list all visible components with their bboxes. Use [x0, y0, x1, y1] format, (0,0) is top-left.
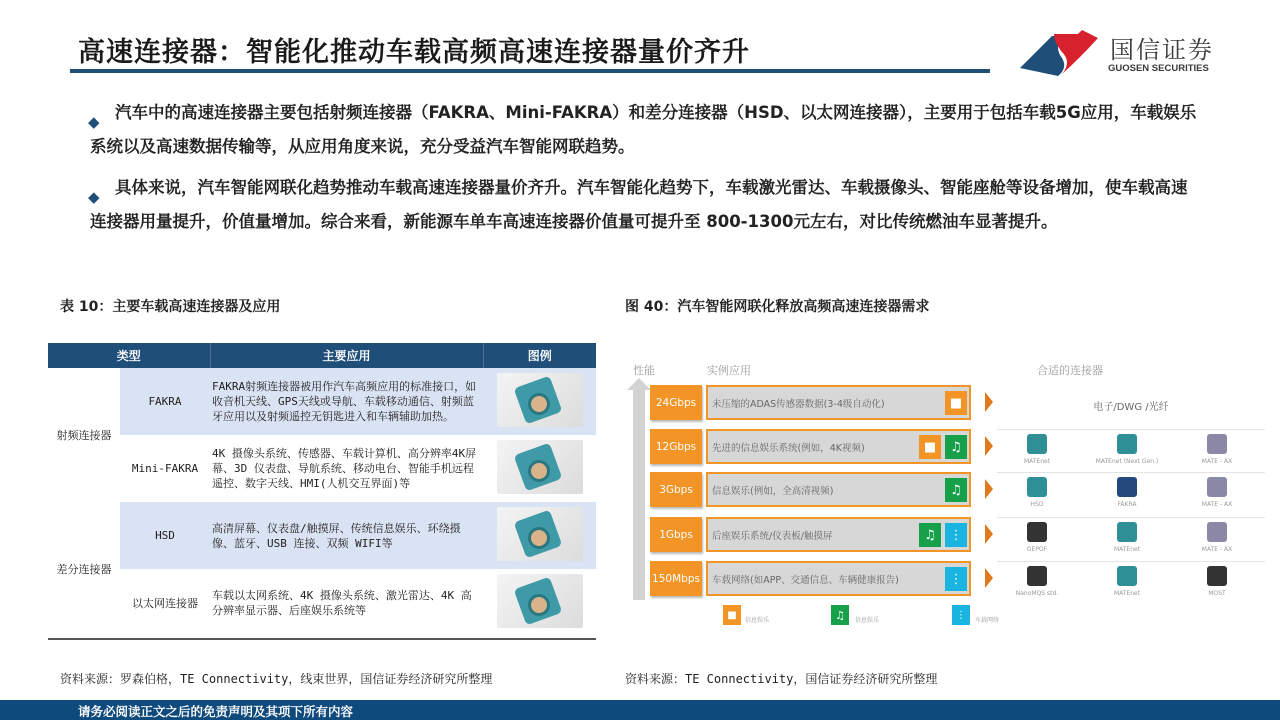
- speed-box: 1Gbps: [650, 517, 702, 552]
- music-icon: ♫: [945, 478, 967, 502]
- bullet-2: [90, 171, 1200, 239]
- connector-image: [497, 373, 583, 427]
- connector-item: [1177, 522, 1257, 553]
- connector-image: [497, 507, 583, 561]
- logo-mark-icon: [1018, 28, 1108, 78]
- bullet-1: [90, 96, 1200, 164]
- application-bar: [706, 385, 971, 420]
- speed-box: 150Mbps: [650, 561, 702, 596]
- legend-music-icon: ♫: [831, 605, 849, 625]
- legend-label: 车载网络: [975, 617, 1000, 624]
- network-icon: ⋮: [945, 523, 967, 547]
- sub-cell: HSD: [120, 502, 210, 569]
- connector-name: HSD: [1030, 501, 1044, 508]
- header-type: 类型: [48, 343, 210, 368]
- connector-picture: [1027, 522, 1047, 542]
- group-cell: 差分连接器: [56, 563, 112, 576]
- image-cell: [483, 435, 596, 502]
- chevron-icon: [985, 436, 993, 456]
- application-bar: [706, 472, 971, 507]
- chevron-icon: [985, 524, 993, 544]
- connector-picture: [1027, 477, 1047, 497]
- application-text: 先进的信息娱乐系统(例如，4K视频): [712, 442, 865, 454]
- guosen-logo: [1018, 28, 1218, 78]
- speed-box: 3Gbps: [650, 472, 702, 507]
- chevron-icon: [985, 392, 993, 412]
- connector-item: [1087, 566, 1167, 597]
- connector-image: [497, 574, 583, 628]
- speed-box: 12Gbps: [650, 429, 702, 464]
- connector-picture: [1117, 566, 1137, 586]
- connector-picture: [1117, 434, 1137, 454]
- app-cell: 4K 摄像头系统、传感器、车载计算机、高分辨率4K屏幕、3D 仪表盘、导航系统、移动电台、智能手机远程遥控、数字天线、HMI(人机交互界面)等: [212, 447, 477, 490]
- connector-row: [997, 472, 1265, 514]
- connector-picture: [1207, 434, 1227, 454]
- header-image: 图例: [483, 343, 596, 368]
- bullet-text: 汽车中的高速连接器主要包括射频连接器（FAKRA、Mini-FAKRA）和差分连接器（HSD、以太网连接器），主要用于包括车载5G应用，车载娱乐系统以及高速数据传输等，从应用角度来说，充分受益汽车智能网联趋势。: [90, 103, 1197, 156]
- connector-name: MATE - AX: [1201, 458, 1233, 465]
- connector-picture: [1207, 477, 1227, 497]
- application-text: 未压缩的ADAS传感器数据(3-4级自动化): [712, 398, 885, 410]
- connector-name: FAKRA: [1117, 501, 1137, 508]
- table-header: [48, 343, 596, 368]
- footer-bar: [0, 700, 1280, 720]
- connector-item: [997, 522, 1077, 553]
- image-cell: [483, 368, 596, 435]
- connector-row: [997, 561, 1265, 603]
- figure-caption: 图 40：汽车智能网联化释放高频高速连接器需求: [625, 299, 930, 315]
- connector-row: [997, 517, 1265, 559]
- logo-en: GUOSEN SECURITIES: [1108, 63, 1209, 74]
- music-icon: ♫: [919, 523, 941, 547]
- performance-arrow-icon: [633, 388, 645, 600]
- top-connector-types: 电子/DWG /光纤: [1093, 402, 1169, 413]
- connector-name: MATEnet: [1023, 458, 1051, 465]
- connector-diagram: [625, 340, 1265, 640]
- table-row: [48, 368, 596, 435]
- legend-label: 信息娱乐: [745, 617, 770, 624]
- diamond-bullet-icon: ◆: [88, 188, 100, 206]
- app-cell: FAKRA射频连接器被用作汽车高频应用的标准接口，如收音机天线、GPS天线或导航、车载移动通信、射频蓝牙应用以及射频遥控无钥匙进入和车辆辅助加热。: [210, 368, 483, 435]
- chevron-icon: [985, 568, 993, 588]
- connector-table: [48, 343, 596, 636]
- header-app: 主要应用: [210, 343, 483, 368]
- connector-name: MATEnet (Next Gen.): [1095, 458, 1159, 465]
- table-row: [48, 435, 596, 502]
- application-text: 后座娱乐系统/仪表板/触摸屏: [712, 530, 833, 542]
- table-row: [48, 502, 596, 569]
- connector-item: [1177, 477, 1257, 508]
- connector-item: [1087, 434, 1167, 465]
- connector-row: [997, 429, 1265, 471]
- image-cell: [483, 569, 596, 636]
- title-underline: [70, 69, 990, 73]
- axis-label: 性能: [633, 364, 655, 377]
- legend-label: 信息娱乐: [855, 617, 880, 624]
- connector-item: [1087, 522, 1167, 553]
- connector-name: MATEnet: [1113, 590, 1141, 597]
- connector-item: [1087, 477, 1167, 508]
- connector-item: [997, 566, 1077, 597]
- legend-camera-icon: ■: [723, 605, 741, 625]
- table-source: 资料来源：罗森伯格，TE Connectivity，线束世界，国信证券经济研究所整理: [60, 672, 493, 686]
- sub-cell: 以太网连接器: [132, 596, 198, 610]
- music-icon: ♫: [945, 435, 967, 459]
- app-cell: 高清屏幕、仪表盘/触摸屏、传统信息娱乐、环绕摄像、蓝牙、USB 连接、双频 WIFI等: [210, 502, 483, 569]
- figure-source: 资料来源：TE Connectivity，国信证券经济研究所整理: [625, 672, 938, 686]
- conn-label: 合适的连接器: [1037, 364, 1103, 377]
- connector-item: [997, 477, 1077, 508]
- application-bar: [706, 561, 971, 596]
- legend-network-icon: ⋮: [952, 605, 970, 625]
- bullet-text: 具体来说，汽车智能网联化趋势推动车载高速连接器量价齐升。汽车智能化趋势下，车载激光雷达、车载摄像头、智能座舱等设备增加，使车载高速连接器用量提升，价值量增加。综合来看，新能源车单车高速连接器价值量可提升至 800-1300元左右，对比传统燃油车显著提升。: [90, 178, 1188, 231]
- camera-icon: ■: [945, 391, 967, 415]
- logo-cn: 国信证券: [1110, 36, 1214, 64]
- camera-icon: ■: [919, 435, 941, 459]
- image-cell: [483, 502, 596, 569]
- application-text: 信息娱乐(例如，全高清视频): [712, 485, 834, 497]
- table-row: [48, 569, 596, 636]
- sub-cell: Mini-FAKRA: [131, 462, 199, 475]
- disclaimer: 请务必阅读正文之后的免责声明及其项下所有内容: [78, 704, 354, 719]
- connector-name: MATE - AX: [1201, 546, 1233, 553]
- connector-name: NanoMQS std.: [1015, 590, 1059, 597]
- application-text: 车载网络(如APP、交通信息、车辆健康报告): [712, 574, 899, 586]
- page-title: 高速连接器：智能化推动车载高频高速连接器量价齐升: [78, 37, 750, 68]
- connector-item: [1177, 566, 1257, 597]
- diamond-bullet-icon: ◆: [88, 113, 100, 131]
- connector-name: GEPOF: [1026, 546, 1048, 553]
- connector-name: MATEnet: [1113, 546, 1141, 553]
- app-label: 实例应用: [707, 364, 751, 377]
- connector-image: [497, 440, 583, 494]
- connector-picture: [1117, 522, 1137, 542]
- connector-picture: [1027, 434, 1047, 454]
- connector-item: [1177, 434, 1257, 465]
- connector-picture: [1207, 566, 1227, 586]
- app-cell: 车载以太网系统、4K 摄像头系统、激光雷达、4K 高分辨率显示器、后座娱乐系统等: [212, 588, 472, 617]
- connector-name: MOST: [1208, 590, 1226, 597]
- connector-name: MATE - AX: [1201, 501, 1233, 508]
- group-cell: 射频连接器: [56, 429, 112, 442]
- table-bottom-rule: [48, 638, 596, 640]
- connector-picture: [1117, 477, 1137, 497]
- sub-cell: FAKRA: [120, 368, 210, 435]
- connector-picture: [1207, 522, 1227, 542]
- network-icon: ⋮: [945, 567, 967, 591]
- table-caption: 表 10：主要车载高速连接器及应用: [60, 299, 281, 315]
- speed-box: 24Gbps: [650, 385, 702, 420]
- connector-item: [997, 434, 1077, 465]
- chevron-icon: [985, 479, 993, 499]
- connector-picture: [1027, 566, 1047, 586]
